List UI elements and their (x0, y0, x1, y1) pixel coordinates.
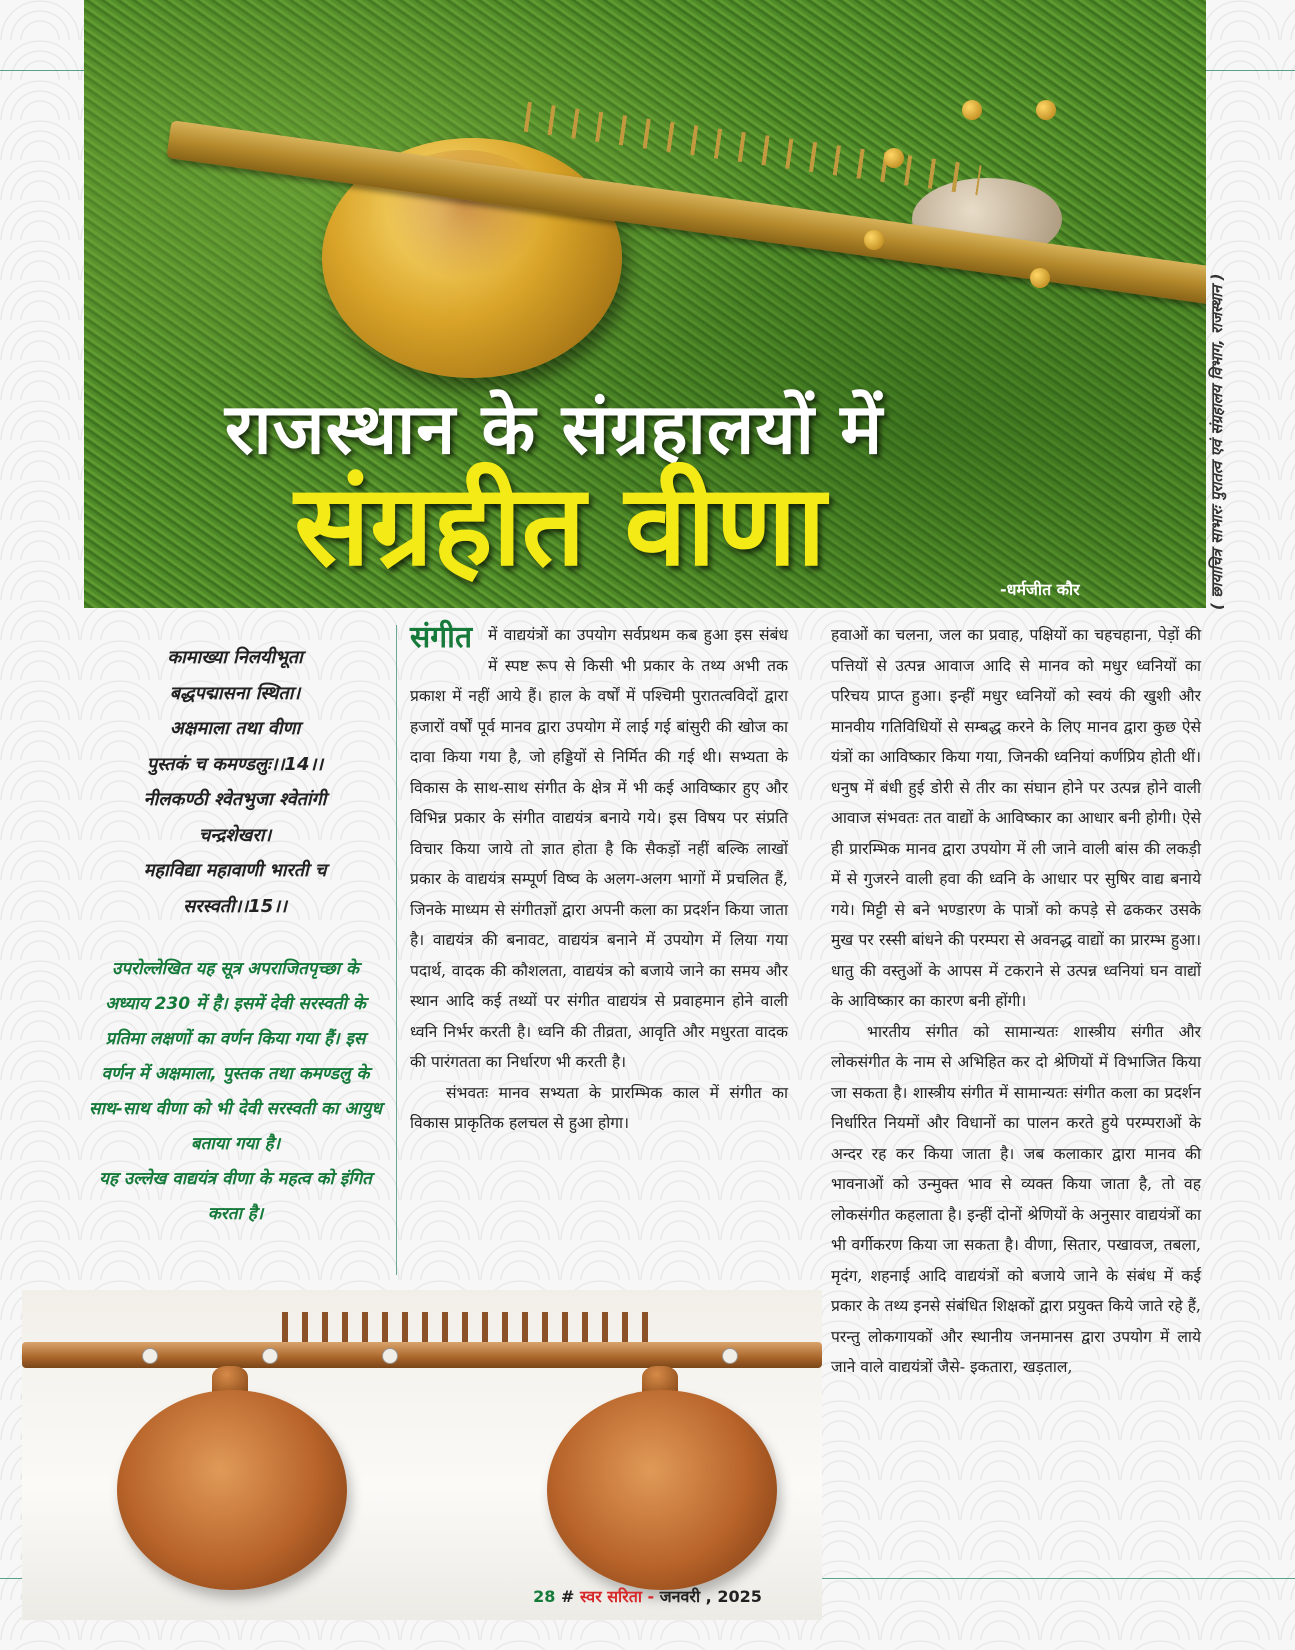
sloka-line: सरस्वती।।15।। (183, 895, 287, 917)
title-line-1: राजस्थान के संग्रहालयों में (224, 388, 884, 470)
museum-veena-photo (22, 1290, 822, 1620)
photo-credit: ( छायाचित्र साभारः पुरातत्व एवं संग्रहालय विभाग, राजस्थान ) (1208, 273, 1226, 610)
tuning-peg (382, 1348, 398, 1364)
article-paragraph: भारतीय संगीत को सामान्यतः शास्त्रीय संगीत और लोकसंगीत के नाम से अभिहित कर दो श्रेणियों में विभाजित किया जा सकता है। शास्त्रीय संगीत में सामान्यतः संगीत कला का प्रदर्शन निर्धारित नियमों और विधानों का पालन करते हुये परम्पराओं के अन्दर रह कर किया जाता है। जब कलाकार द्वारा मानव की भावनाओं को उन्मुक्त भाव से व्यक्त किया जाता है, तो वह लोकसंगीत कहलाता है। इन्हीं दोनों श्रेणियों के अनुसार वाद्ययंत्रों का भी वर्गीकरण किया जा सकता है। वीणा, सितार, पखावज, तबला, मृदंग, शहनाई आदि वाद्ययंत्रों को बजाये जाने के संबंध में कई प्रकार के तथ्य इनसे संबंधित शिक्षकों द्वारा प्रयुक्त किये जाते रहे हैं, परन्तु लोकगायकों और स्थानीय जनमानस द्वारा उपयोग में लाये जाने वाले वाद्ययंत्रों जैसे- इकतारा, खड़ताल, (831, 1022, 1201, 1376)
page-number: 28 (533, 1587, 556, 1606)
sloka-explanation (88, 952, 383, 1232)
tuning-peg (962, 100, 982, 120)
column-divider (396, 625, 397, 1275)
article-paragraph: हवाओं का चलना, जल का प्रवाह, पक्षियों का चहचहाना, पेड़ों की पत्तियों से उत्पन्न आवाज आदि से मानव को मधुर ध्वनियों का परिचय प्राप्त हुआ। इन्हीं मधुर ध्वनियों को स्वयं की खुशी और मानवीय गतिविधियों से सम्बद्ध करने के लिए मानव द्वारा कुछ ऐसे यंत्रों का आविष्कार किया गया, जिनकी ध्वनियां कर्णप्रिय होती थीं। धनुष में बंधी हुई डोरी से तीर का संघान होने पर उत्पन्न होने वाली आवाज संभवतः तत वाद्यों के आविष्कार का आधार बनी होगी। ऐसे ही प्रारम्भिक मानव द्वारा उपयोग में ली जाने वाली बांस की लकड़ी में से गुजरने वाली हवा की ध्वनि के आधार पर सुषिर वाद्य बनाये गये। मिट्टी से बने भण्डारण के पात्रों को कपड़े से ढककर उसके मुख पर रस्सी बांधने की परम्परा से अवनद्ध वाद्यों का प्रारम्भ हुआ। धातु की वस्तुओं के आपस में टकराने से उत्पन्न ध्वनियां घन वाद्यों के आविष्कार का कारण बनी होंगी। (831, 626, 1201, 1010)
sloka-line: महाविद्या महावाणी भारती च (143, 860, 327, 881)
sloka-line: अक्षमाला तथा वीणा (169, 718, 301, 739)
note-paragraph: उपरोल्लेखित यह सूत्र अपराजितपृच्छा के अध्याय 230 में है। इसमें देवी सरस्वती के प्रतिमा लक्षणों का वर्णन किया गया हैं। इस वर्णन में अक्षमाला, पुस्तक तथा कमण्डलु के साथ-साथ वीणा को भी देवी सरस्वती का आयुध बताया गया है। (89, 959, 382, 1154)
page-footer (0, 1585, 1295, 1607)
article-column-2 (831, 620, 1201, 1383)
sloka-line: पुस्तकं च कमण्डलुः।।14।। (146, 753, 324, 775)
tuning-peg (864, 230, 884, 250)
sanskrit-sloka (95, 640, 375, 924)
article-column-1 (410, 620, 788, 1139)
issue-date: जनवरी , 2025 (659, 1587, 762, 1606)
article-paragraph: संभवतः मानव सभ्यता के प्रारम्भिक काल में संगीत का विकास प्राकृतिक हलचल से हुआ होगा। (410, 1083, 788, 1132)
sloka-line: कामाख्या निलयीभूता (167, 647, 303, 668)
tuning-peg (722, 1348, 738, 1364)
tuning-peg (1036, 100, 1056, 120)
tuning-peg (142, 1348, 158, 1364)
footer-hash: # (560, 1587, 575, 1606)
tuning-peg (262, 1348, 278, 1364)
tuning-peg (884, 148, 904, 168)
sloka-line: बद्धपद्मासना स्थिता। (169, 682, 301, 704)
note-paragraph: यह उल्लेख वाद्ययंत्र वीणा के महत्व को इंगित करता है। (99, 1169, 372, 1224)
magazine-name: स्वर सरिता - (579, 1587, 655, 1606)
veena-gourd (547, 1390, 777, 1590)
drop-word: संगीत (410, 620, 473, 655)
sloka-line: नीलकण्ठी श्वेतभुजा श्वेतांगी (143, 789, 327, 810)
tuning-peg (1030, 268, 1050, 288)
veena-gourd (117, 1390, 347, 1590)
sloka-line: चन्द्रशेखरा। (198, 824, 272, 846)
author-byline: -धर्मजीत कौर (1000, 580, 1080, 599)
article-paragraph: में वाद्ययंत्रों का उपयोग सर्वप्रथम कब हुआ इस संबंध में स्पष्ट रूप से किसी भी प्रकार के तथ्य अभी तक प्रकाश में नहीं आये हैं। हाल के वर्षों में पश्चिमी पुरातत्वविदों द्वारा हजारों वर्षों पूर्व मानव द्वारा उपयोग में लाई गई बांसुरी की खोज का दावा किया गया है, जो हड्डियों से निर्मित की गई थी। सभ्यता के विकास के साथ-साथ संगीत के क्षेत्र में भी कई आविष्कार हुए और विभिन्न प्रकार के संगीत वाद्ययंत्र बनाये गये। इस विषय पर संप्रति विचार किया जाये तो ज्ञात होता है कि सैकड़ों नहीं बल्कि लाखों प्रकार के वाद्ययंत्र सम्पूर्ण विष्व के अलग-अलग भागों में प्रचलित हैं, जिनके माध्यम से संगीतज्ञों द्वारा अपनी कला का प्रदर्शन किया जाता है। वाद्ययंत्र की बनावट, वाद्ययंत्र बनाने में उपयोग में लिया गया पदार्थ, वादक की कौशलता, वाद्ययंत्र को बजाये जाने का समय और स्थान आदि कई तथ्यों पर संगीत वाद्ययंत्र से प्रवाहमान होने वाली ध्वनि निर्भर करती है। ध्वनि की तीव्रता, आवृति और मधुरता वादक की पारंगतता का निर्धारण भी करती है। (410, 626, 788, 1071)
title-line-2: संग्रहीत वीणा (294, 461, 826, 591)
